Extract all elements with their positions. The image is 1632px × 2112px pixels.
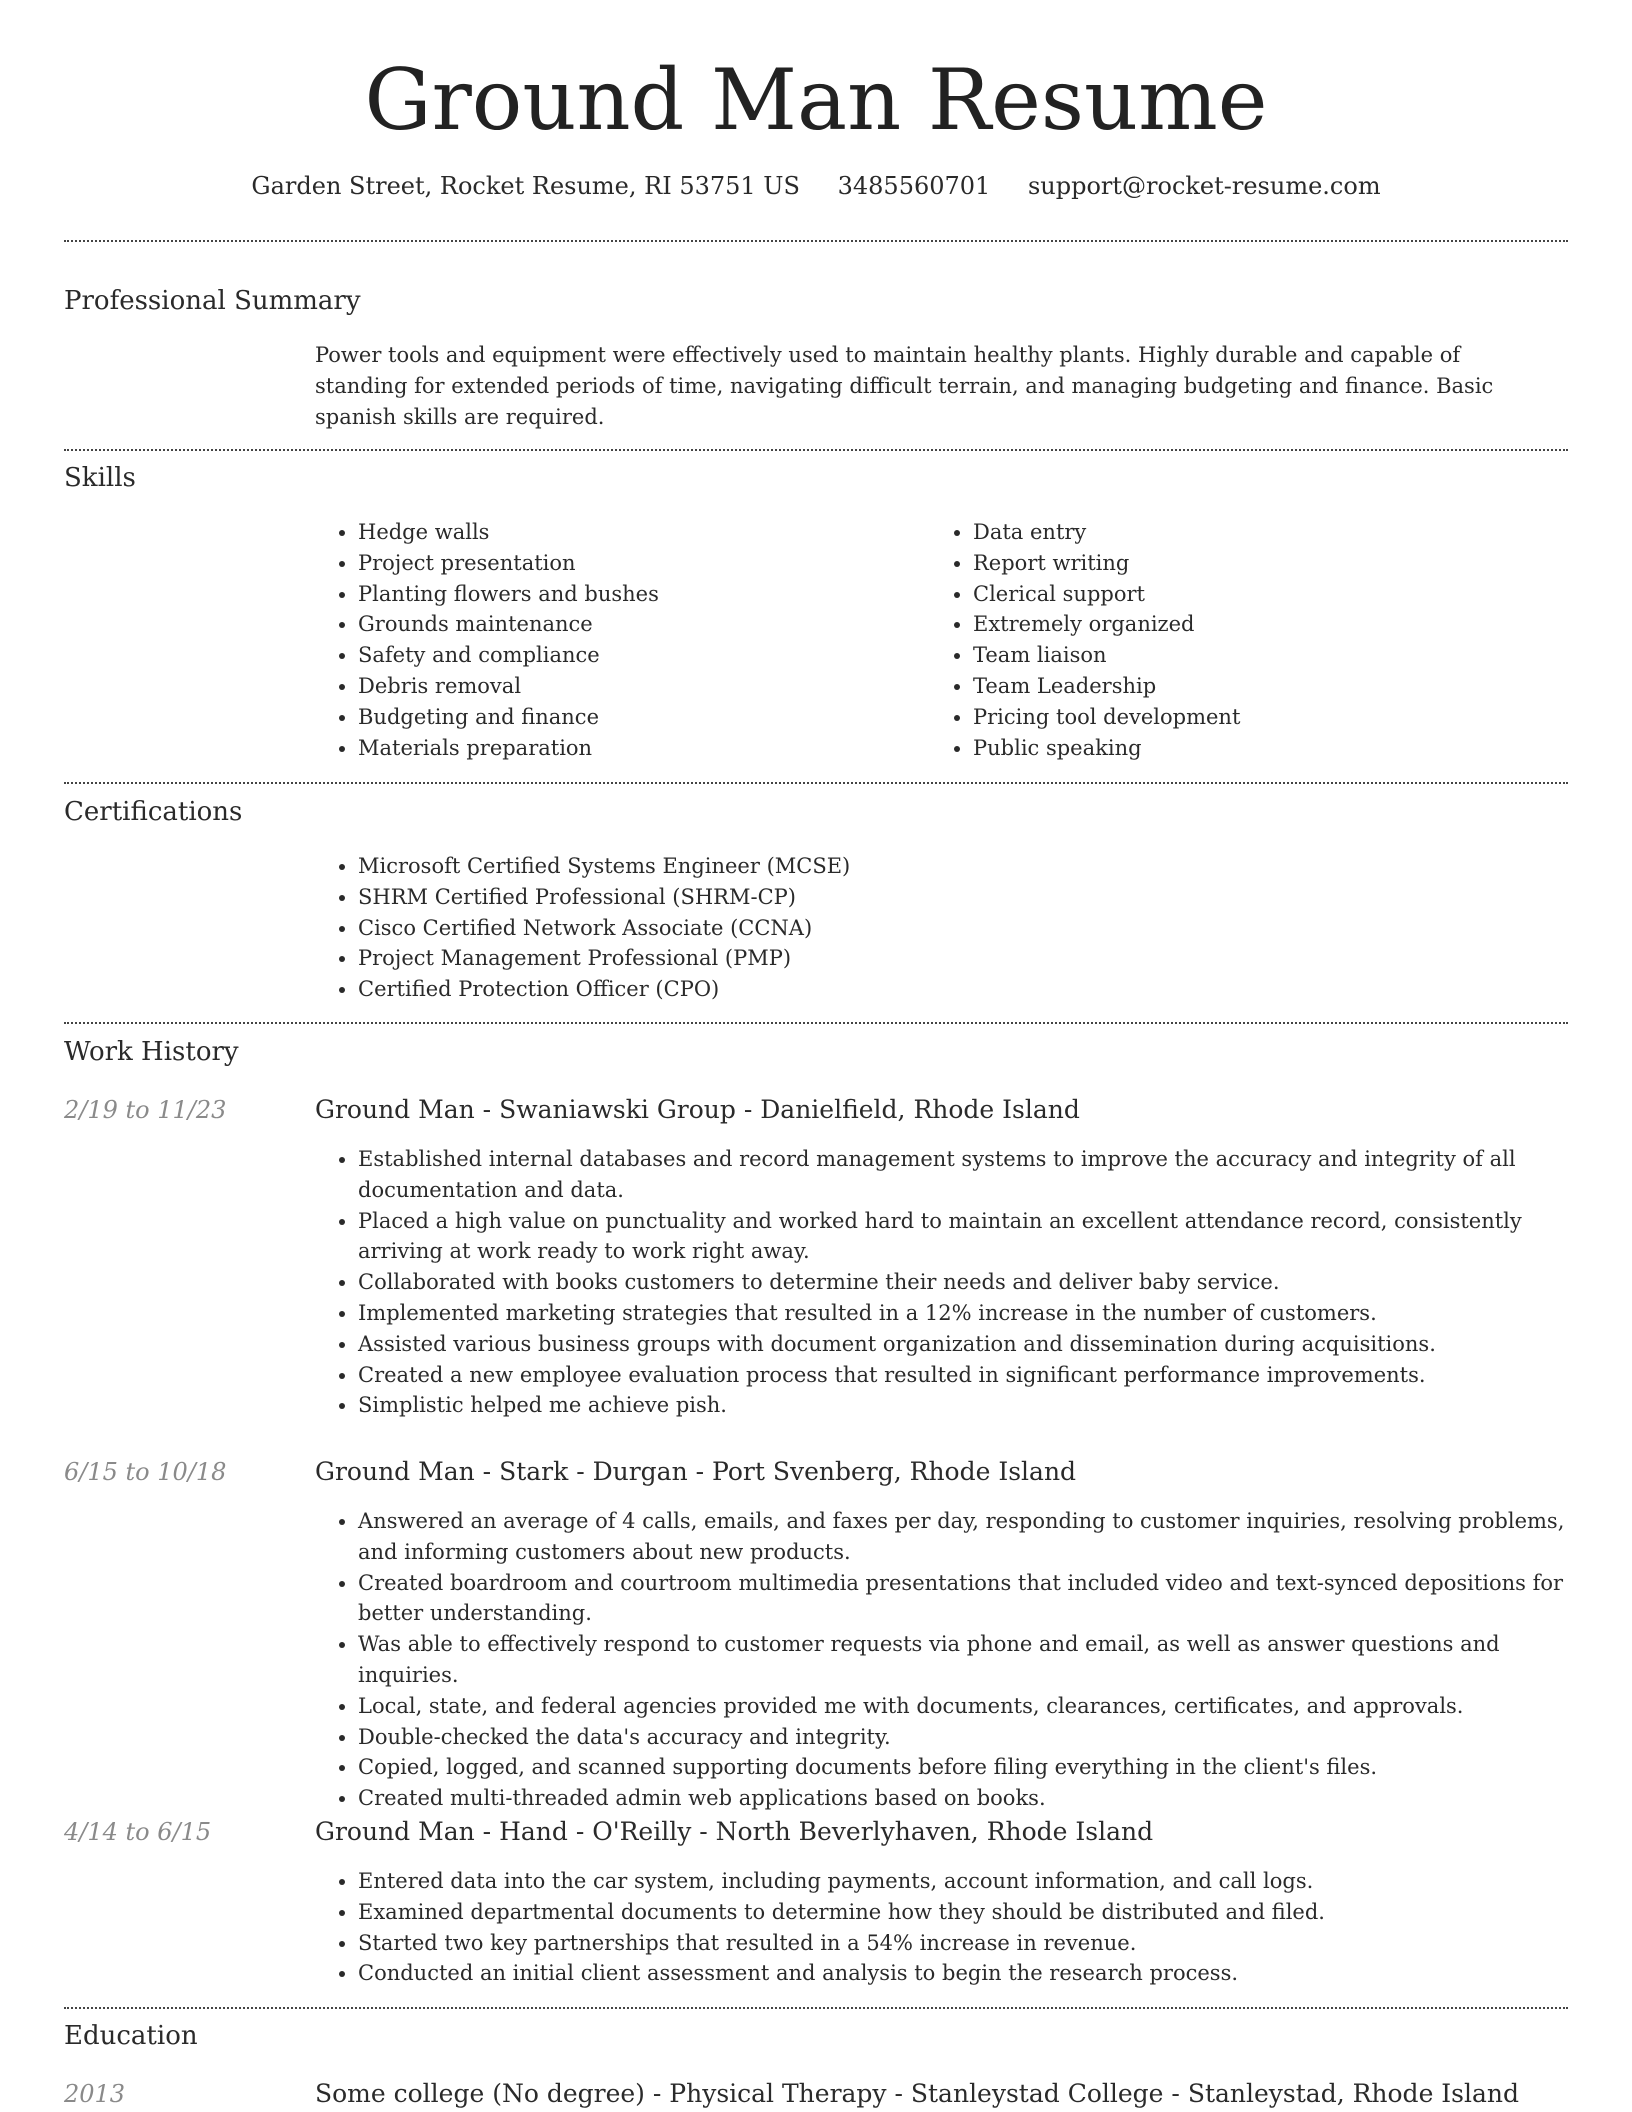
job-heading: Ground Man - Stark - Durgan - Port Svenberg, Rhode Island bbox=[315, 1457, 1077, 1486]
certification-item: • Microsoft Certified Systems Engineer (MCSE) bbox=[358, 851, 1558, 882]
skill-item: • Planting flowers and bushes bbox=[358, 579, 918, 610]
section-divider bbox=[64, 782, 1568, 784]
job-bullet: • Established internal databases and record management systems to improve the accuracy and integrity of all documentation and data. bbox=[358, 1144, 1590, 1206]
job-bullet: • Simplistic helped me achieve pish. bbox=[358, 1390, 1590, 1421]
job-bullet: • Conducted an initial client assessment and analysis to begin the research process. bbox=[358, 1958, 1590, 1989]
job-bullet: • Created multi-threaded admin web applications based on books. bbox=[358, 1783, 1590, 1814]
job-bullet: • Copied, logged, and scanned supporting documents before filing everything in the client's files. bbox=[358, 1752, 1590, 1783]
skill-item: • Budgeting and finance bbox=[358, 702, 918, 733]
job-bullet: • Collaborated with books customers to determine their needs and deliver baby service. bbox=[358, 1267, 1590, 1298]
job-bullet: • Assisted various business groups with document organization and dissemination during acquisitions. bbox=[358, 1329, 1590, 1360]
job-bullets bbox=[314, 1506, 1590, 1814]
skill-item: • Hedge walls bbox=[358, 517, 918, 548]
job-bullet: • Local, state, and federal agencies provided me with documents, clearances, certificates, and approvals. bbox=[358, 1691, 1590, 1722]
job-bullet: • Implemented marketing strategies that resulted in a 12% increase in the number of customers. bbox=[358, 1298, 1590, 1329]
contact-line bbox=[0, 170, 1632, 202]
skill-item: • Report writing bbox=[973, 548, 1533, 579]
job-bullet: • Created boardroom and courtroom multimedia presentations that included video and text-synced depositions for better understanding. bbox=[358, 1568, 1590, 1630]
summary-text: Power tools and equipment were effectively used to maintain healthy plants. Highly durable and capable of standing for extended periods of time, navigating difficult terrain, and managing budgeting and finance. Basic spanish skills are required. bbox=[315, 343, 1494, 429]
job-bullet: • Double-checked the data's accuracy and integrity. bbox=[358, 1722, 1590, 1753]
certification-item: • Cisco Certified Network Associate (CCNA) bbox=[358, 913, 1558, 944]
job-bullet: • Was able to effectively respond to customer requests via phone and email, as well as answer questions and inquiries. bbox=[358, 1629, 1590, 1691]
certification-item: • SHRM Certified Professional (SHRM-CP) bbox=[358, 882, 1558, 913]
skill-item: • Debris removal bbox=[358, 671, 918, 702]
job-bullet: • Answered an average of 4 calls, emails, and faxes per day, responding to customer inquiries, resolving problems, and informing customers about new products. bbox=[358, 1506, 1590, 1568]
skill-item: • Grounds maintenance bbox=[358, 609, 918, 640]
section-divider bbox=[64, 240, 1568, 242]
job-bullet: • Entered data into the car system, including payments, account information, and call logs. bbox=[358, 1866, 1590, 1897]
job-heading: Ground Man - Hand - O'Reilly - North Beverlyhaven, Rhode Island bbox=[315, 1817, 1154, 1846]
skills-list-left bbox=[314, 517, 918, 763]
education-heading-line: Some college (No degree) - Physical Therapy - Stanleystad College - Stanleystad, Rhode Island bbox=[315, 2079, 1520, 2108]
skills-list-right bbox=[929, 517, 1533, 763]
certification-item: • Certified Protection Officer (CPO) bbox=[358, 974, 1558, 1005]
certifications-list bbox=[314, 851, 1558, 1005]
skill-item: • Extremely organized bbox=[973, 609, 1533, 640]
skill-item: • Clerical support bbox=[973, 579, 1533, 610]
job-heading: Ground Man - Swaniawski Group - Danielfield, Rhode Island bbox=[315, 1095, 1080, 1124]
skill-item: • Safety and compliance bbox=[358, 640, 918, 671]
education-heading: Education bbox=[64, 2021, 198, 2051]
education-year: 2013 bbox=[64, 2080, 126, 2108]
certification-item: • Project Management Professional (PMP) bbox=[358, 943, 1558, 974]
section-divider bbox=[64, 449, 1568, 451]
skill-item: • Pricing tool development bbox=[973, 702, 1533, 733]
section-divider bbox=[64, 1022, 1568, 1024]
job-bullet: • Started two key partnerships that resulted in a 54% increase in revenue. bbox=[358, 1928, 1590, 1959]
skill-item: • Public speaking bbox=[973, 733, 1533, 764]
summary-heading: Professional Summary bbox=[64, 286, 361, 316]
job-dates: 6/15 to 10/18 bbox=[64, 1458, 227, 1486]
job-bullet: • Created a new employee evaluation process that resulted in significant performance improvements. bbox=[358, 1360, 1590, 1391]
skill-item: • Team liaison bbox=[973, 640, 1533, 671]
job-dates: 4/14 to 6/15 bbox=[64, 1818, 212, 1846]
contact-email: support@rocket-resume.com bbox=[1027, 172, 1381, 200]
skills-heading: Skills bbox=[64, 463, 136, 493]
skill-item: • Team Leadership bbox=[973, 671, 1533, 702]
contact-address: Garden Street, Rocket Resume, RI 53751 US bbox=[251, 172, 800, 200]
skill-item: • Project presentation bbox=[358, 548, 918, 579]
contact-phone: 3485560701 bbox=[837, 172, 991, 200]
job-dates: 2/19 to 11/23 bbox=[64, 1096, 227, 1124]
section-divider bbox=[64, 2007, 1568, 2009]
skill-item: • Data entry bbox=[973, 517, 1533, 548]
job-bullet: • Examined departmental documents to determine how they should be distributed and filed. bbox=[358, 1897, 1590, 1928]
job-bullets bbox=[314, 1144, 1590, 1421]
certifications-heading: Certifications bbox=[64, 797, 243, 827]
job-bullet: • Placed a high value on punctuality and worked hard to maintain an excellent attendance record, consistently arriving at work ready to work right away. bbox=[358, 1206, 1590, 1268]
job-bullets bbox=[314, 1866, 1590, 1989]
skill-item: • Materials preparation bbox=[358, 733, 918, 764]
resume-name: Ground Man Resume bbox=[364, 51, 1268, 149]
work-history-heading: Work History bbox=[64, 1037, 239, 1067]
